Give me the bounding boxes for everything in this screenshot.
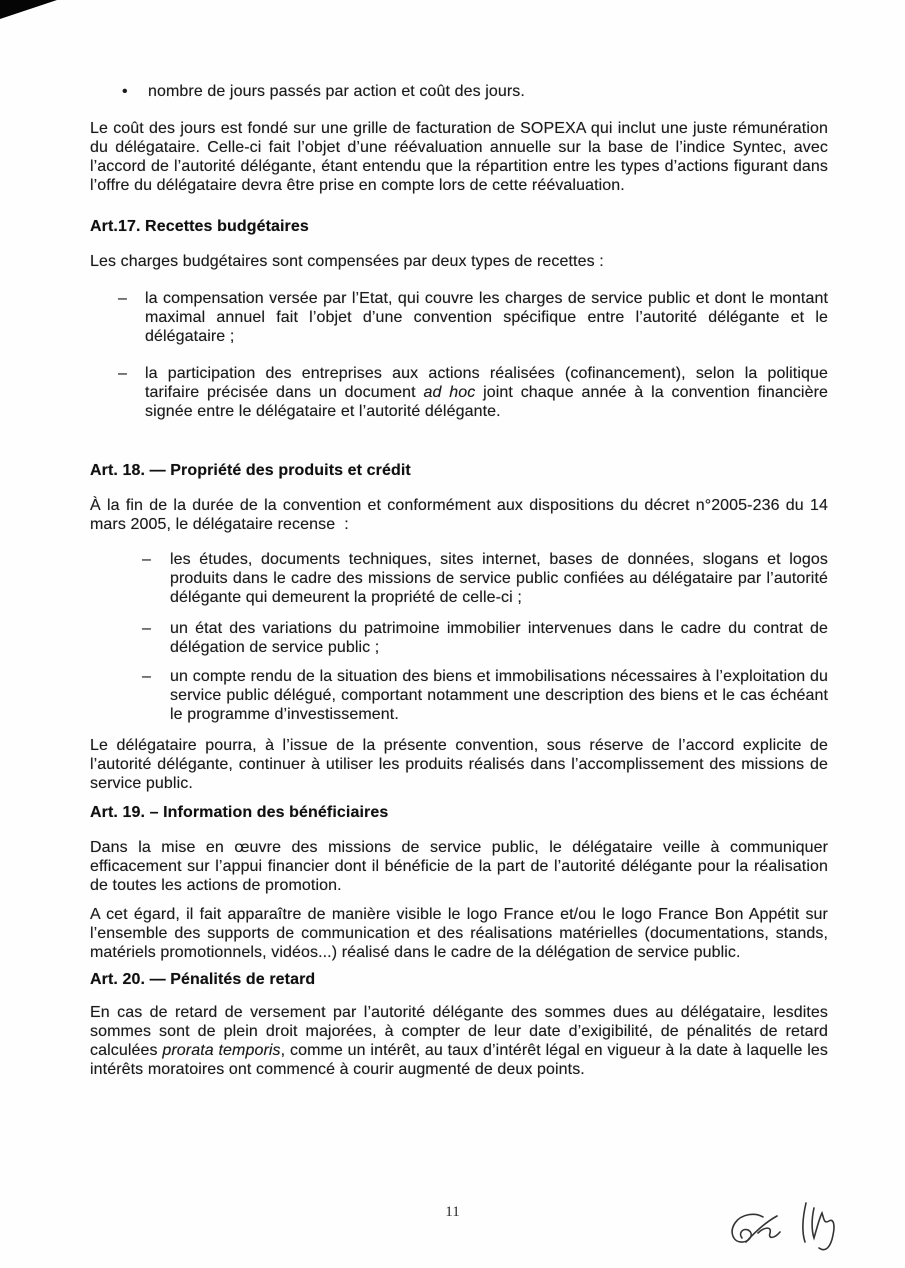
dash-icon: – [118, 365, 127, 382]
article-17-item-2 [118, 364, 828, 421]
item-text-segment: joint chaque année à la convention financière signée entre le délégataire et l’autorité délégante. [145, 384, 829, 420]
article-18-closing-paragraph: Le délégataire pourra, à l’issue de la présente convention, sous réserve de l’accord explicite de l’autorité délégante, continuer à utiliser les produits réalisés dans l’accomplissement des missions de service public. [90, 737, 828, 792]
bullet-item-text: nombre de jours passés par action et coût des jours. [148, 83, 525, 100]
scan-corner-artifact [0, 0, 57, 19]
handwritten-initials [700, 1183, 870, 1263]
document-body [90, 82, 828, 1079]
article-19-paragraph-2: A cet égard, il fait apparaître de manière visible le logo France et/ou le logo France Bon Appétit sur l’ensemble des supports de communication et des réalisations matérielles (documentations, stands, matériels promotionnels, vidéos...) réalisé dans le cadre de la délégation de service public. [90, 906, 828, 961]
article-18-heading: Art. 18. — Propriété des produits et crédit [90, 462, 411, 479]
article-17-item-2-text [145, 364, 828, 421]
dash-icon: – [142, 551, 151, 568]
dash-icon: – [118, 290, 127, 307]
article-17-intro: Les charges budgétaires sont compensées par deux types de recettes : [90, 253, 604, 270]
article-19-paragraph-1: Dans la mise en œuvre des missions de service public, le délégataire veille à communiquer efficacement sur l’appui financier dont il bénéficie de la part de l’autorité délégante pour la réalisation de toutes les actions de promotion. [90, 839, 828, 894]
article-19-heading: Art. 19. – Information des bénéficiaires [90, 804, 389, 821]
article-20-paragraph [90, 1003, 828, 1079]
article-18-item-1 [142, 550, 828, 607]
page-number: 11 [445, 1204, 460, 1220]
latin-phrase-ad-hoc: ad hoc [423, 384, 476, 401]
article-18-item-2 [142, 619, 828, 657]
bullet-icon: • [122, 83, 128, 100]
paragraph-text-segment: En cas de retard de versement par l’autorité délégante des sommes dues au délégataire, lesdites sommes sont de plein droit majorées, à compter de leur date d’exigibilité, de pénalités de retard calculées [90, 1004, 828, 1059]
article-17-item-1-text: la compensation versée par l’Etat, qui couvre les charges de service public et dont le montant maximal annuel fait l’objet d’une convention spécifique entre l’autorité délégante et le délégataire ; [145, 290, 828, 345]
article-18-item-2-text: un état des variations du patrimoine immobilier intervenues dans le cadre du contrat de délégation de service public ; [170, 620, 828, 656]
article-18-item-1-text: les études, documents techniques, sites internet, bases de données, slogans et logos produits dans le cadre des missions de service public confiées au délégataire par l’autorité délégante qui demeurent la propriété de celle-ci ; [170, 551, 828, 606]
article-17-heading: Art.17. Recettes budgétaires [90, 218, 309, 235]
dash-icon: – [142, 668, 151, 685]
article-18-intro: À la fin de la durée de la convention et conformément aux dispositions du décret n°2005-236 du 14 mars 2005, le délégataire recense : [90, 497, 828, 533]
latin-phrase-prorata-temporis: prorata temporis [162, 1042, 281, 1059]
dash-icon: – [142, 620, 151, 637]
article-20-heading: Art. 20. — Pénalités de retard [90, 971, 316, 988]
article-18-item-3 [142, 667, 828, 724]
item-text-segment: la participation des entreprises aux actions réalisées (cofinancement), selon la politique tarifaire précisée dans un document [145, 365, 828, 401]
paragraph-cost-of-days: Le coût des jours est fondé sur une grille de facturation de SOPEXA qui inclut une juste rémunération du délégataire. Celle-ci fait l’objet d’une réévaluation annuelle sur la base de l’indice Syntec, avec l’accord de l’autorité délégante, étant entendu que la répartition entre les types d’actions figurant dans l’offre du délégataire devra être prise en compte lors de cette réévaluation. [90, 120, 828, 194]
paragraph-text-segment: , comme un intérêt, au taux d’intérêt légal en vigueur à la date à laquelle les intérêts moratoires ont commencé à courir augmenté de deux points. [90, 1042, 829, 1078]
handwritten-initials-icon [700, 1183, 870, 1263]
article-18-item-3-text: un compte rendu de la situation des biens et immobilisations nécessaires à l’exploitation du service public délégué, comportant notamment une description des biens et le cas échéant le programme d’investissement. [170, 668, 828, 723]
article-17-item-1 [118, 289, 828, 346]
bullet-list-item [122, 82, 828, 101]
